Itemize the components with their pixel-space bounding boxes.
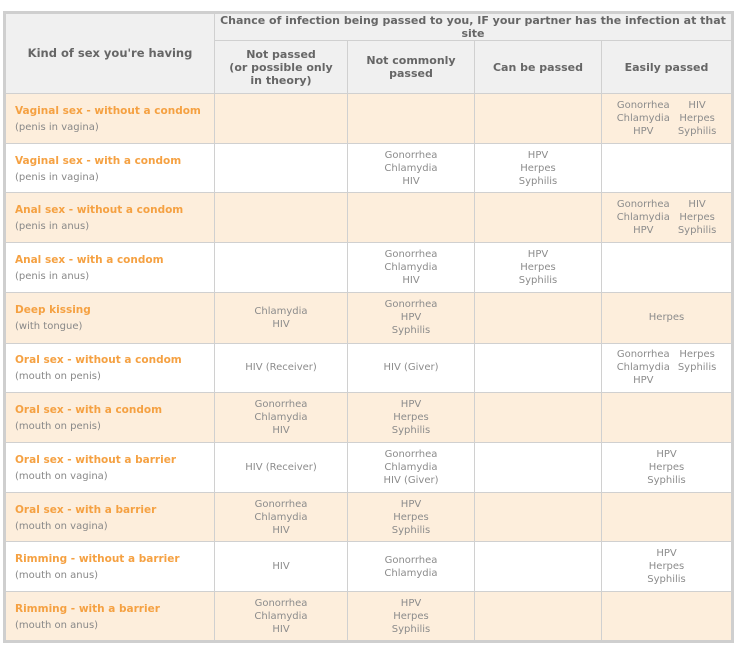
not-passed-cell [215,243,348,293]
can-be-cell [475,292,602,343]
not-passed-header [215,41,348,94]
table-row [5,343,733,393]
infection-list [475,149,601,188]
not-commonly-cell [348,94,475,144]
sex-type-cell [5,393,215,443]
sex-type-description: (penis in vagina) [15,171,99,183]
not-passed-cell [215,492,348,542]
table-row [5,143,733,193]
infection-name: Gonorrhea [616,99,670,111]
table-row [5,94,733,144]
can-be-passed-header: Can be passed [475,41,602,94]
infection-name: HPV [656,548,677,560]
sex-type-name: Rimming - without a barrier [15,553,180,566]
infection-name: Chlamydia [384,262,438,274]
can-be-cell [475,243,602,293]
not-passed-cell [215,343,348,393]
infection-name: Herpes [648,461,685,473]
easily-cell [602,492,733,542]
table-row [5,393,733,443]
infection-name: HIV (Giver) [383,474,439,486]
easily-cell [602,193,733,243]
not-commonly-cell [348,143,475,193]
infection-name: Chlamydia [384,461,438,473]
can-be-cell [475,393,602,443]
infection-list [348,498,474,537]
infection-name: Gonorrhea [384,554,438,566]
sex-type-description: (mouth on anus) [15,570,99,582]
easily-cell [602,443,733,493]
not-passed-cell [215,193,348,243]
infection-list [215,305,347,331]
infection-name: Chlamydia [616,212,670,224]
sex-type-name: Oral sex - with a condom [15,404,163,417]
sex-type-name: Vaginal sex - without a condom [15,104,201,117]
infection-name: Gonorrhea [384,149,438,161]
sex-type-description: (mouth on penis) [15,371,101,383]
infection-list [475,248,601,287]
sex-type-description: (with tongue) [15,321,83,333]
infection-name: Herpes [520,262,556,274]
infection-name: HIV [688,99,706,111]
can-be-cell [475,94,602,144]
sex-type-description: (penis in vagina) [15,121,99,133]
not-passed-cell [215,94,348,144]
infection-name: HPV [400,312,422,324]
not-commonly-cell [348,592,475,642]
can-be-cell [475,193,602,243]
sex-type-name: Deep kissing [15,304,91,317]
table-row [5,193,733,243]
infection-name: Gonorrhea [254,399,308,411]
infection-name: Herpes [648,312,685,324]
easily-cell [602,94,733,144]
infection-list [617,348,717,387]
infection-name: HIV [272,425,290,437]
infection-name: Herpes [679,349,715,361]
infection-list [602,448,731,487]
infection-name: HIV [272,623,290,635]
sex-type-cell [5,292,215,343]
infection-list [348,554,474,580]
can-be-cell [475,143,602,193]
sti-risk-table-container [3,11,731,643]
not-passed-cell [215,592,348,642]
can-be-cell [475,443,602,493]
infection-name: Herpes [520,162,556,174]
not-commonly-header-line: Not commonly [366,54,456,67]
infection-name: HIV [402,175,420,187]
infection-list [215,461,347,474]
infection-name: HPV [400,399,422,411]
infection-name: Syphilis [391,524,431,536]
table-row [5,292,733,343]
infection-list [602,547,731,586]
infection-list [617,99,717,138]
infection-name: HIV [688,199,706,211]
infection-name: Herpes [393,610,429,622]
infection-list [215,597,347,636]
infection-name: HIV (Receiver) [245,461,317,473]
infection-name: HPV [656,448,677,460]
infection-name: HPV [400,498,422,510]
can-be-cell [475,343,602,393]
not-commonly-cell [348,393,475,443]
sex-type-description: (penis in anus) [15,221,90,233]
infection-list [348,149,474,188]
sex-type-cell [5,542,215,592]
infection-name: Chlamydia [616,112,670,124]
table-row [5,443,733,493]
infection-name: Syphilis [391,623,431,635]
not-passed-header-line: in theory) [250,73,312,87]
easily-cell [602,592,733,642]
infection-name: Chlamydia [254,610,308,622]
not-commonly-cell [348,193,475,243]
not-passed-header-line: Not passed [246,47,316,61]
infection-name: Syphilis [647,474,686,486]
infection-name: Chlamydia [254,305,308,317]
sex-type-cell [5,592,215,642]
sex-type-description: (mouth on anus) [15,619,99,631]
infection-name: Herpes [679,212,715,224]
infection-name: Gonorrhea [384,299,438,311]
infection-list [602,311,731,324]
sex-type-cell [5,492,215,542]
not-commonly-passed-header [348,41,475,94]
infection-name: HPV [527,149,549,161]
infection-name: HIV [272,318,290,330]
infection-name: HIV [272,561,290,573]
chance-of-infection-header: Chance of infection being passed to you, IF your partner has the infection at that site [215,13,733,41]
sex-type-cell [5,193,215,243]
infection-name: Syphilis [518,175,558,187]
infection-name: Herpes [393,412,429,424]
infection-name: Syphilis [518,275,558,287]
infection-list [215,560,347,573]
easily-cell [602,143,733,193]
table-row [5,492,733,542]
sex-type-name: Vaginal sex - with a condom [15,154,182,167]
infection-name: HPV [633,125,654,137]
infection-name: Chlamydia [254,511,308,523]
infection-name: HPV [633,375,654,387]
infection-name: Syphilis [677,362,717,374]
infection-list [348,361,474,374]
infection-list [215,361,347,374]
not-commonly-cell [348,292,475,343]
can-be-cell [475,592,602,642]
sex-type-name: Anal sex - with a condom [15,254,164,267]
sex-type-name: Anal sex - without a condom [15,204,184,217]
infection-list [348,248,474,287]
table-row [5,542,733,592]
infection-name: Gonorrhea [254,498,308,510]
infection-list [215,498,347,537]
can-be-cell [475,492,602,542]
sex-type-description: (mouth on penis) [15,421,101,433]
infection-name: Herpes [393,511,429,523]
kind-of-sex-header: Kind of sex you're having [5,13,215,94]
infection-name: Herpes [648,561,685,573]
infection-list [617,198,717,237]
infection-name: Herpes [679,112,715,124]
not-passed-cell [215,542,348,592]
infection-name: Syphilis [677,125,717,137]
easily-cell [602,542,733,592]
infection-list [215,398,347,437]
sex-type-cell [5,143,215,193]
infection-name: Gonorrhea [254,597,308,609]
infection-name: HPV [633,225,654,237]
sex-type-cell [5,443,215,493]
easily-cell [602,243,733,293]
infection-list [348,448,474,487]
sex-type-description: (mouth on vagina) [15,470,108,482]
table-row [5,243,733,293]
sex-type-cell [5,243,215,293]
infection-name: Chlamydia [384,162,438,174]
sex-type-name: Oral sex - with a barrier [15,503,157,516]
not-passed-cell [215,443,348,493]
easily-cell [602,292,733,343]
easily-cell [602,393,733,443]
sex-type-cell [5,343,215,393]
sex-type-description: (penis in anus) [15,271,90,283]
infection-name: Syphilis [647,574,686,586]
infection-name: Gonorrhea [616,199,670,211]
infection-name: Syphilis [677,225,717,237]
infection-list [348,398,474,437]
sex-type-cell [5,94,215,144]
easily-cell [602,343,733,393]
easily-passed-header: Easily passed [602,41,733,94]
not-commonly-cell [348,443,475,493]
not-passed-cell [215,393,348,443]
sex-type-name: Oral sex - without a condom [15,354,182,367]
infection-list [348,597,474,636]
infection-name: Gonorrhea [616,349,670,361]
infection-name: HIV [272,524,290,536]
infection-name: HPV [527,249,549,261]
not-passed-cell [215,143,348,193]
not-commonly-cell [348,343,475,393]
sex-type-name: Rimming - with a barrier [15,602,160,615]
infection-name: HPV [400,597,422,609]
sti-risk-table [3,11,734,643]
table-row [5,592,733,642]
infection-name: Chlamydia [254,412,308,424]
infection-name: HIV (Receiver) [245,362,317,374]
not-commonly-cell [348,243,475,293]
not-passed-cell [215,292,348,343]
infection-name: Chlamydia [384,567,438,579]
not-commonly-cell [348,492,475,542]
infection-name: Gonorrhea [384,249,438,261]
infection-name: Chlamydia [616,362,670,374]
infection-name: HIV (Giver) [383,362,439,374]
can-be-cell [475,542,602,592]
infection-name: HIV [402,275,420,287]
not-commonly-header-line: passed [389,67,433,80]
sex-type-name: Oral sex - without a barrier [15,453,177,466]
infection-name: Syphilis [391,425,431,437]
sex-type-description: (mouth on vagina) [15,520,108,532]
not-passed-header-line: (or possible only [229,60,333,74]
infection-name: Syphilis [391,325,431,337]
not-commonly-cell [348,542,475,592]
infection-list [348,298,474,337]
infection-name: Gonorrhea [384,448,438,460]
